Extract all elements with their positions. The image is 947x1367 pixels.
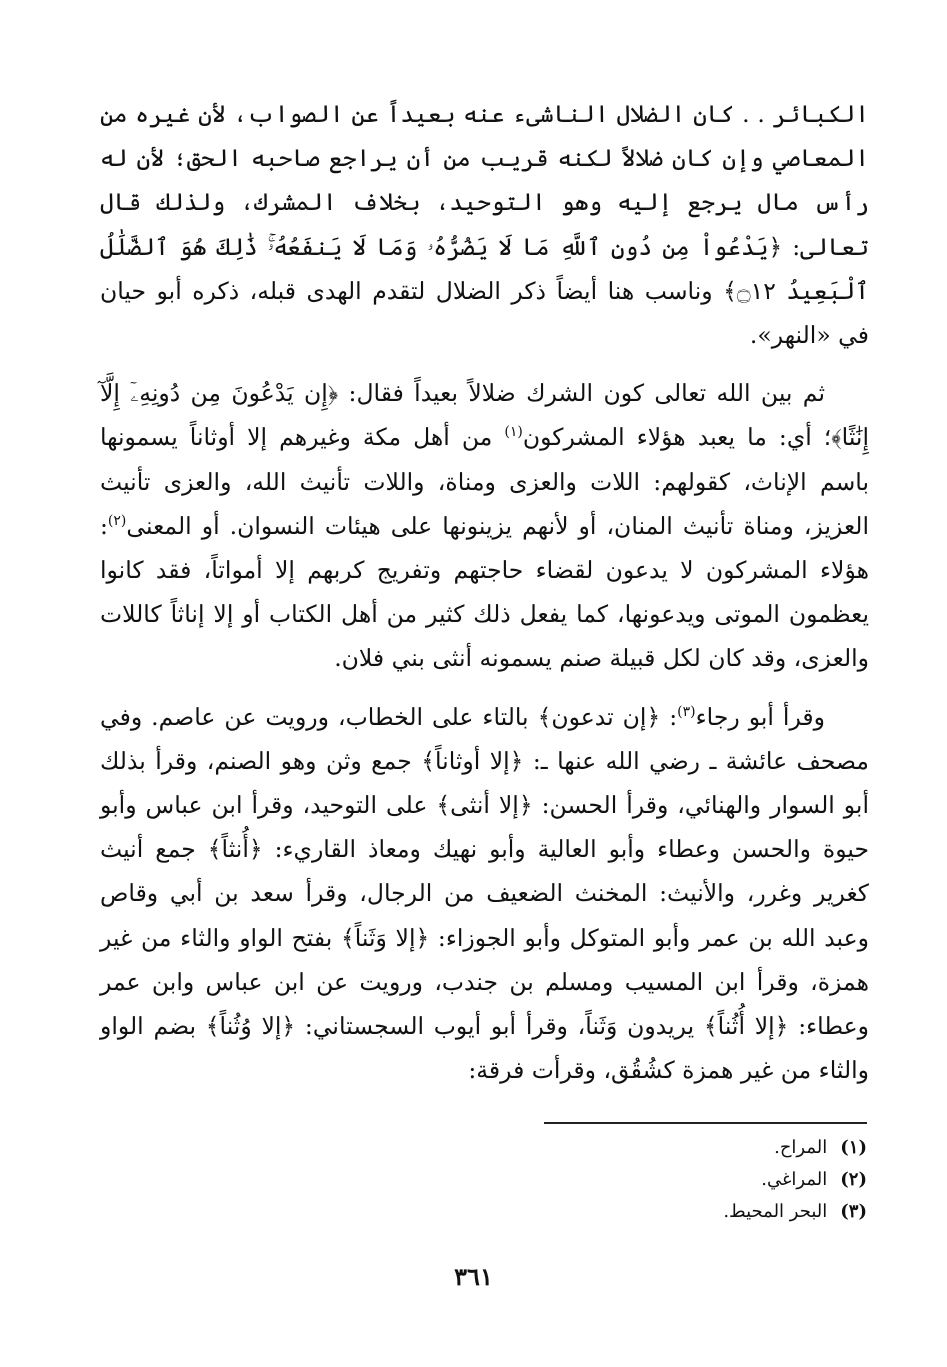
text-run: وقرأ أبو رجاء [695,702,826,731]
text-run: الكبائر . . كان الضلال الناشىء عنه بعيداً عن الصواب، لأن غيره من المعاصي وإن كان ضلالاً لكنه قريب من أن يراجع صاحبه الحق؛ لأن له رأس مال يرجع إليه وهو التوحيد، بخلاف المشرك، ولذلك قال تعالى: ﴿يَدْعُواْ مِن دُونِ ٱللَّهِ مَا لَا يَضُرُّهُۥ وَمَا لَا يَنفَعُهُۥۚ ذَٰلِكَ هُوَ ٱلضَّلَٰلُ ٱلْبَعِيدُ ۝١٢﴾ وناسب هنا أيضاً ذكر الضلال لتقدم الهدى قبله، ذكره أبو حيان في «النهر». [100,100,869,350]
footnote-reference: (٣) [677,703,696,720]
paragraph [100,92,869,357]
footnote [467,1196,867,1228]
footnote-number: (١) [840,1137,867,1158]
main-text [100,92,869,1092]
footnote-text: المراح. [774,1137,828,1158]
text-run: : ﴿إن تدعون﴾ بالتاء على الخطاب، ورويت عن عاصم. وفي مصحف عائشة ـ رضي الله عنها ـ: ﴿إلا أوثاناً﴾ جمع وثن وهو الصنم، وقرأ بذلك أبو السوار والهنائي، وقرأ الحسن: ﴿إلا أنثى﴾ على التوحيد، وقرأ ابن عباس وأبو حيوة والحسن وعطاء وأبو العالية وأبو نهيك ومعاذ القاريء: ﴿أُنثاً﴾ جمع أنيث كغرير وغرر، والأنيث: المخنث الضعيف من الرجال، وقرأ سعد بن أبي وقاص وعبد الله بن عمر وأبو المتوكل وأبو الجوزاء: ﴿إلا وَثَناً﴾ بفتح الواو والثاء من غير همزة، وقرأ ابن المسيب ومسلم بن جندب، ورويت عن ابن عباس وابن عمر وعطاء: ﴿إلا أُثُناً﴾ يريدون وَثَناً، وقرأ أبو أيوب السجستاني: ﴿إلا وُثُناً﴾ بضم الواو والثاء من غير همزة كشُقُق، وقرأت فرقة: [100,702,869,1085]
footnote [467,1132,867,1164]
text-run: : هؤلاء المشركون لا يدعون لقضاء حاجتهم وتفريج كربهم إلا أمواتاً، فقد كانوا يعظمون الموتى ويدعونها، كما يفعل ذلك كثير من أهل الكتاب أو إلا إناثاً كاللات والعزى، وقد كان لكل قبيلة صنم يسمونه أنثى بني فلان. [100,511,869,673]
footnote-text: البحر المحيط. [723,1201,828,1222]
footnote-text: المراغي. [761,1169,828,1190]
footnote-reference: (١) [504,424,523,441]
page-number: ٣٦١ [454,1262,493,1291]
footnotes [467,1132,867,1228]
paragraph [100,695,869,1093]
footnote-number: (٣) [840,1201,867,1222]
footnote-number: (٢) [840,1169,867,1190]
footnote [467,1164,867,1196]
paragraph [100,371,869,680]
text-run: من أهل مكة وغيرهم إلا أوثاناً يسمونها باسم الإناث، كقولهم: اللات والعزى ومناة، واللات تأنيث الله، والعزى تأنيث العزيز، ومناة تأنيث المنان، أو لأنهم يزينونها على هيئات النسوان. أو المعنى [100,423,869,540]
footnote-separator [544,1122,867,1124]
text-run: ثم بين الله تعالى كون الشرك ضلالاً بعيداً فقال: ﴿إِن يَدْعُونَ مِن دُونِهِۦٓ إِلَّآ إِنَٰثًا﴾؛ أي: ما يعبد هؤلاء المشركون [100,379,869,452]
footnote-reference: (٢) [107,513,127,529]
